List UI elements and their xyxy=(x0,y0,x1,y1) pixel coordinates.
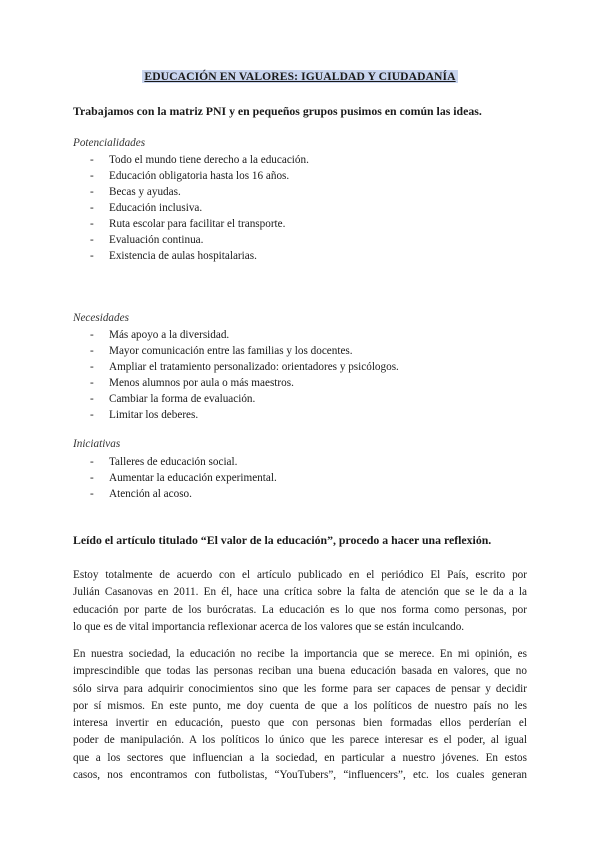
dash-bullet: - xyxy=(90,202,94,214)
dash-bullet: - xyxy=(90,154,94,166)
paragraph-line: poder de manipulación. A los políticos lo único que les parece interesar es el poder, al igual xyxy=(73,734,527,747)
dash-bullet: - xyxy=(90,472,94,484)
necesidades-label: Necesidades xyxy=(73,312,129,324)
paragraph-line: casos, nos encontramos con futbolistas, “YouTubers”, “influencers”, etc. los cuales generan xyxy=(73,769,527,782)
dash-bullet: - xyxy=(90,456,94,468)
dash-bullet: - xyxy=(90,170,94,182)
list-item: - Aumentar la educación experimental. xyxy=(90,472,277,484)
dash-bullet: - xyxy=(90,488,94,500)
dash-bullet: - xyxy=(90,345,94,357)
list-item: - Limitar los deberes. xyxy=(90,409,199,421)
intro-text: Trabajamos con la matriz PNI y en pequeños grupos pusimos en común las ideas. xyxy=(73,104,482,118)
paragraph-line: por sí mismos. En este punto, me doy cuenta de que a los políticos de nuestro país no les xyxy=(73,699,527,712)
paragraph-line: En nuestra sociedad, la educación no recibe la importancia que se merece. En mi opinión, es xyxy=(73,648,527,660)
paragraph-line: Julián Casanovas en 2011. En él, hace una crítica sobre la falta de atención que se le da a la xyxy=(73,586,527,599)
document-title xyxy=(0,70,600,83)
document-title-text: EDUCACIÓN EN VALORES: IGUALDAD Y CIUDADANÍA xyxy=(144,70,456,83)
dash-bullet: - xyxy=(90,393,94,405)
list-item: - Todo el mundo tiene derecho a la educación. xyxy=(90,154,309,166)
list-item: - Ruta escolar para facilitar el transporte. xyxy=(90,218,286,230)
dash-bullet: - xyxy=(90,361,94,373)
list-item: - Cambiar la forma de evaluación. xyxy=(90,393,256,405)
list-item: - Educación inclusiva. xyxy=(90,202,203,214)
paragraph-line: lo que es de vital importancia reflexionar acerca de los valores que se están inculcando. xyxy=(73,620,465,633)
dash-bullet: - xyxy=(90,234,94,246)
necesidades-list xyxy=(73,327,513,423)
dash-bullet: - xyxy=(90,250,94,262)
list-item: - Más apoyo a la diversidad. xyxy=(90,329,230,341)
list-item: - Atención al acoso. xyxy=(90,488,192,500)
potencialidades-list xyxy=(73,152,513,264)
reflection-heading: Leído el artículo titulado “El valor de la educación”, procedo a hacer una reflexión. xyxy=(73,533,492,547)
paragraph-line: sólo sirva para adquirir conocimientos sino que les forme para ser capaces de pensar y decidir xyxy=(73,682,527,695)
paragraph-line: imprescindible que todas las personas reciban una buena educación basada en valores, que no xyxy=(73,665,527,678)
paragraph-line: Estoy totalmente de acuerdo con el artículo publicado en el periódico El País, escrito por xyxy=(73,569,527,581)
list-item: - Talleres de educación social. xyxy=(90,456,238,468)
paragraph-2 xyxy=(73,646,527,784)
iniciativas-label: Iniciativas xyxy=(73,438,121,450)
paragraph-line: interesa invertir en educación, puesto que con personas bien formadas ellos perderían el xyxy=(73,717,527,730)
iniciativas-list xyxy=(73,454,513,502)
list-item: - Existencia de aulas hospitalarias. xyxy=(90,250,257,262)
dash-bullet: - xyxy=(90,218,94,230)
list-item: - Becas y ayudas. xyxy=(90,186,181,198)
list-item: - Ampliar el tratamiento personalizado: orientadores y psicólogos. xyxy=(90,361,399,373)
paragraph-1 xyxy=(73,567,527,636)
dash-bullet: - xyxy=(90,409,94,421)
paragraph-line: que a los sectores que influencian a la sociedad, en particular a nuestro jóvenes. En estos xyxy=(73,751,527,764)
list-item: - Menos alumnos por aula o más maestros. xyxy=(90,377,294,389)
dash-bullet: - xyxy=(90,329,94,341)
dash-bullet: - xyxy=(90,377,94,389)
dash-bullet: - xyxy=(90,186,94,198)
list-item: - Evaluación continua. xyxy=(90,234,204,246)
potencialidades-label: Potencialidades xyxy=(73,137,146,149)
list-item: - Educación obligatoria hasta los 16 años. xyxy=(90,170,290,182)
list-item: - Mayor comunicación entre las familias y los docentes. xyxy=(90,345,353,357)
paragraph-line: educación por parte de los burócratas. La educación es lo que nos forma como personas, por xyxy=(73,603,527,616)
